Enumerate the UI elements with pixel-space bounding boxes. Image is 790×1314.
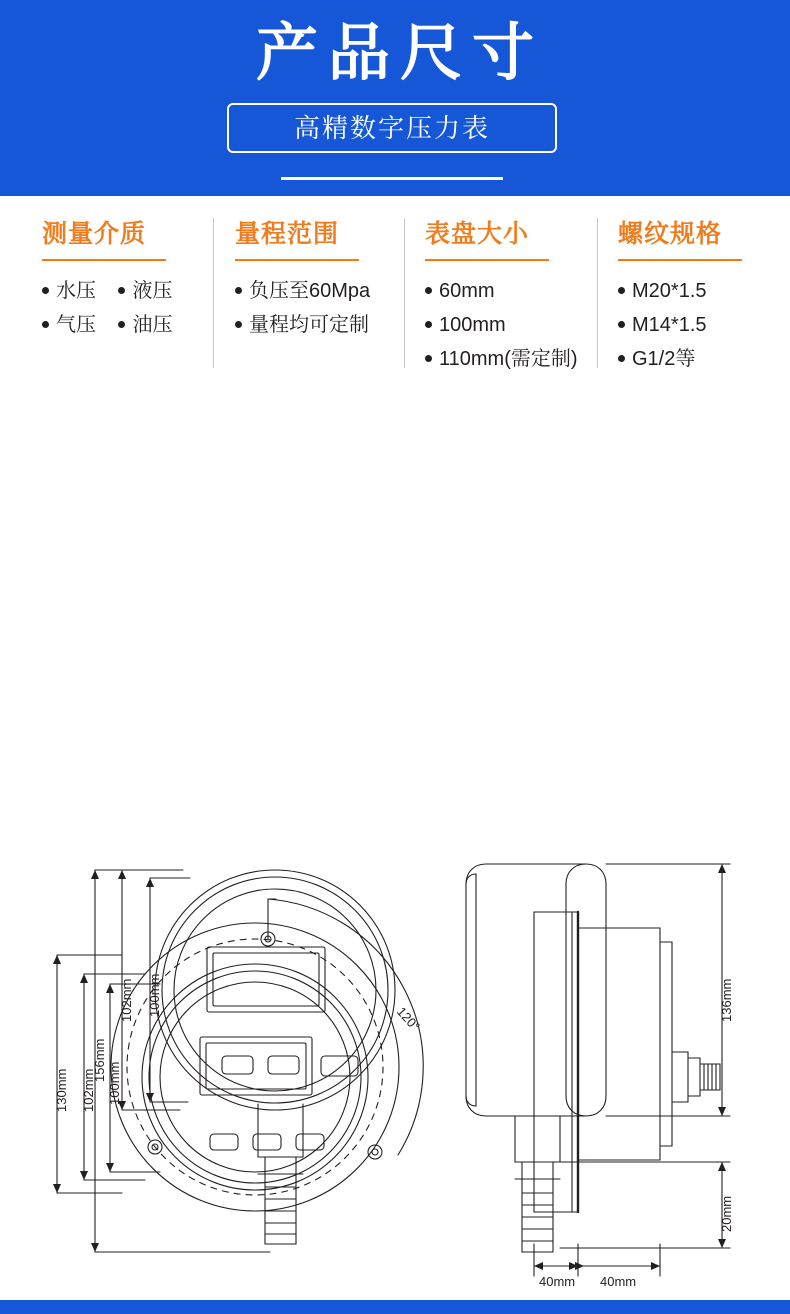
spec-row	[42, 275, 197, 309]
dim-label-136mm: 136mm	[719, 978, 734, 1022]
spec-row	[618, 343, 778, 377]
bullet-icon	[235, 287, 242, 294]
bullet-icon	[42, 287, 49, 294]
dim-label-100mm-front: 100mm	[147, 973, 162, 1017]
spec-item-label: M20*1.5	[632, 280, 707, 302]
bullet-icon	[425, 321, 432, 328]
subtitle-box	[227, 103, 557, 153]
spec-item-label: 水压	[56, 280, 96, 302]
spec-item	[118, 309, 172, 342]
spec-underline	[42, 259, 166, 261]
spec-items	[235, 275, 405, 343]
spec-item	[42, 275, 96, 308]
spec-divider	[213, 218, 214, 368]
spec-row	[618, 275, 778, 309]
spec-underline	[235, 259, 359, 261]
spec-items	[42, 275, 197, 343]
footer-bar	[0, 1300, 790, 1314]
spec-item-label: 100mm	[439, 314, 506, 336]
spec-item	[618, 343, 695, 376]
spec-item	[118, 275, 172, 308]
spec-title: 测量介质	[42, 220, 147, 248]
header-banner	[0, 0, 790, 196]
spec-item	[235, 309, 369, 342]
dim-label-40mm-front: 40mm	[539, 1274, 576, 1289]
dim-label-130mm: 130mm	[54, 1068, 69, 1112]
page-title: 产品尺寸	[255, 19, 544, 88]
spec-bar	[0, 196, 790, 412]
spec-row	[42, 309, 197, 343]
bullet-icon	[118, 287, 125, 294]
spec-item	[235, 275, 370, 308]
spec-row	[425, 343, 605, 377]
header-divider	[281, 177, 503, 180]
spec-item-label: 油压	[132, 314, 173, 336]
dim-label-100mm-flange: 100mm	[107, 1061, 122, 1105]
bullet-icon	[618, 321, 625, 328]
spec-title: 表盘大小	[425, 220, 530, 248]
spec-column-medium	[42, 214, 197, 343]
spec-row	[425, 309, 605, 343]
technical-drawings	[0, 412, 790, 1314]
dim-label-20mm: 20mm	[719, 1195, 734, 1232]
spec-row	[618, 309, 778, 343]
dim-label-156mm: 156mm	[92, 1038, 107, 1082]
front-view-group	[91, 870, 395, 1252]
spec-item-label: 量程均可定制	[249, 314, 369, 336]
spec-item	[425, 343, 578, 376]
spec-item	[618, 309, 707, 342]
dim-label-120deg: 120°	[393, 1004, 423, 1035]
bullet-icon	[618, 287, 625, 294]
spec-item	[42, 309, 96, 342]
bullet-icon	[425, 287, 432, 294]
spec-underline	[425, 259, 549, 261]
spec-column-thread	[618, 214, 778, 377]
spec-divider	[404, 218, 405, 368]
dim-label-102mm-flange: 102mm	[81, 1068, 96, 1112]
spec-column-range	[235, 214, 405, 343]
spec-divider	[597, 218, 598, 368]
spec-column-dial	[425, 214, 605, 377]
spec-items	[618, 275, 778, 377]
spec-item-label: 气压	[56, 314, 96, 336]
drawing-canvas	[0, 412, 790, 1314]
bullet-icon	[618, 355, 625, 362]
spec-item-label: 110mm(需定制)	[439, 348, 578, 370]
page-subtitle: 高精数字压力表	[293, 113, 490, 143]
spec-item-label: G1/2等	[632, 348, 696, 370]
spec-item-label: 液压	[132, 280, 173, 302]
side-view-group	[466, 864, 730, 1252]
spec-title: 量程范围	[235, 220, 340, 248]
spec-item	[618, 275, 707, 308]
spec-row	[235, 275, 405, 309]
bullet-icon	[425, 355, 432, 362]
spec-title: 螺纹规格	[618, 220, 723, 248]
spec-underline	[618, 259, 742, 261]
spec-item	[425, 309, 506, 342]
dim-label-102mm-front: 102mm	[119, 978, 134, 1022]
spec-row	[235, 309, 405, 343]
spec-item-label: M14*1.5	[632, 314, 707, 336]
spec-items	[425, 275, 605, 377]
spec-item	[425, 275, 495, 308]
bullet-icon	[118, 321, 125, 328]
bullet-icon	[235, 321, 242, 328]
spec-row	[425, 275, 605, 309]
spec-item-label: 负压至60Mpa	[249, 280, 371, 302]
spec-item-label: 60mm	[439, 280, 495, 302]
dim-label-40mm-back: 40mm	[600, 1274, 637, 1289]
bullet-icon	[42, 321, 49, 328]
